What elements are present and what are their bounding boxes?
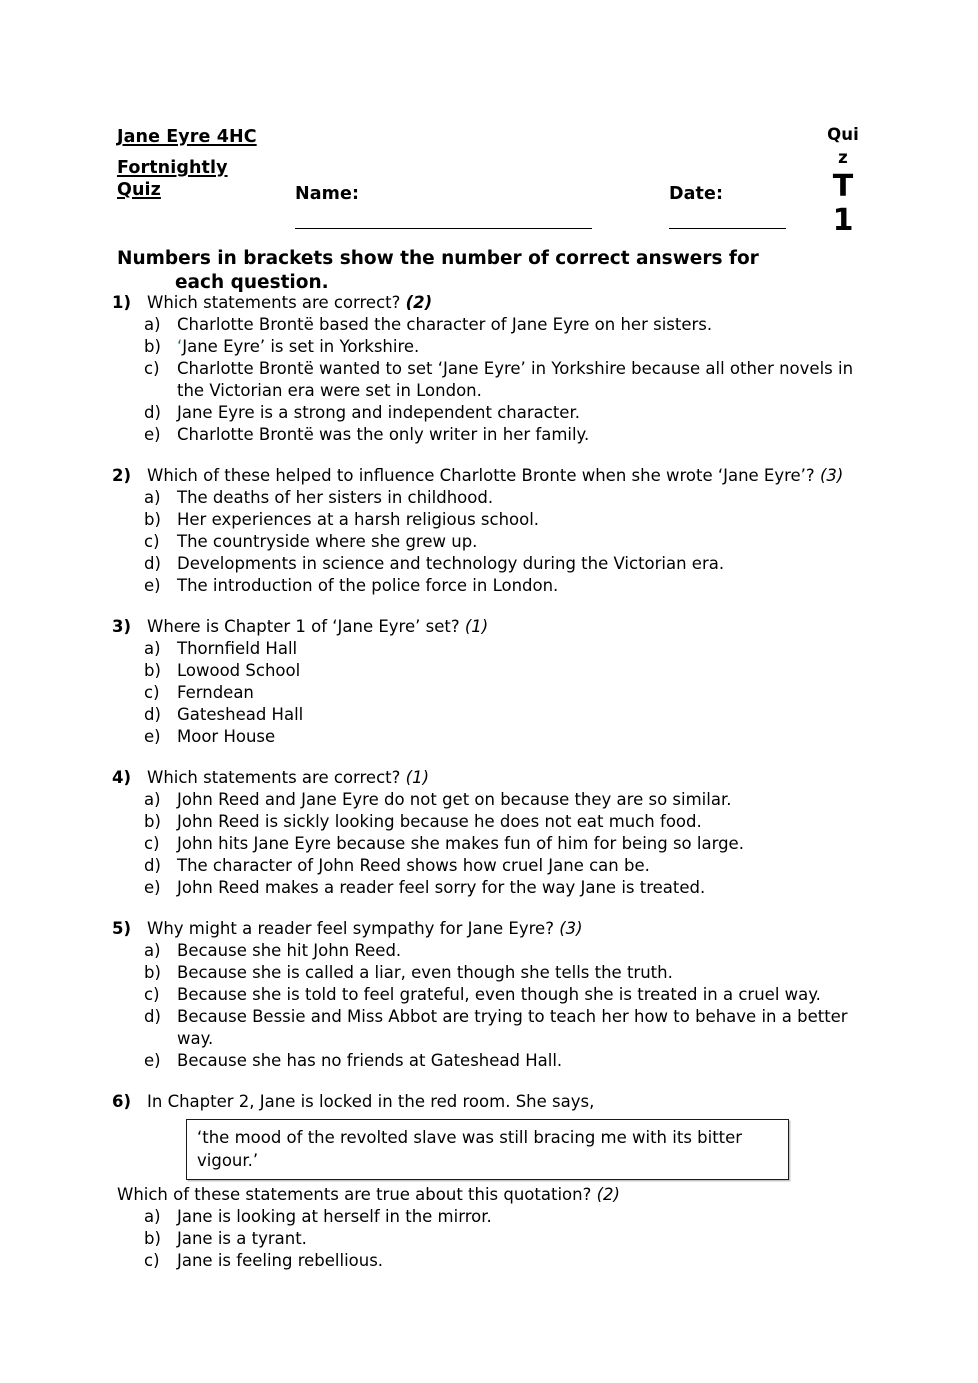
option-list: [0, 314, 978, 446]
answer-count-marker: (2): [405, 293, 433, 312]
green-opening-quote: ‘: [177, 337, 183, 356]
option-row[interactable]: [0, 358, 978, 402]
option-text: Because she is called a liar, even though she tells the truth.: [177, 963, 673, 982]
question-text: In Chapter 2, Jane is locked in the red room. She says,: [147, 1092, 595, 1111]
option-text: Jane Eyre is a strong and independent character.: [177, 403, 580, 422]
option-text: Her experiences at a harsh religious school.: [177, 510, 540, 529]
option-row[interactable]: [0, 638, 978, 660]
option-text: John hits Jane Eyre because she makes fun of him for being so large.: [177, 834, 744, 853]
option-letter: b): [144, 510, 161, 529]
option-text: Moor House: [177, 727, 276, 746]
option-row[interactable]: [0, 575, 978, 597]
instruction-line-2: each question.: [175, 272, 329, 293]
option-letter: b): [144, 812, 161, 831]
option-letter: d): [144, 856, 161, 875]
answer-count-marker: (3): [819, 466, 844, 485]
question-text: Where is Chapter 1 of ‘Jane Eyre’ set?: [147, 617, 465, 636]
option-list: [0, 789, 978, 899]
option-row[interactable]: [0, 336, 978, 358]
question-block: [0, 1091, 978, 1272]
option-list: [0, 940, 978, 1072]
date-label: Date:: [669, 184, 724, 204]
question-block: [0, 465, 978, 597]
document-title-line-1-text: Jane Eyre 4HC: [117, 127, 257, 147]
option-list: [0, 487, 978, 597]
option-text: Because she hit John Reed.: [177, 941, 402, 960]
answer-count-marker: (1): [464, 617, 489, 636]
question-block: [0, 292, 978, 446]
option-text: Thornfield Hall: [177, 639, 298, 658]
option-row[interactable]: [0, 811, 978, 833]
option-row[interactable]: [0, 1050, 978, 1072]
question-text: Which statements are correct?: [147, 293, 406, 312]
option-letter: a): [144, 1207, 161, 1226]
sub-question-label: Which of these statements are true about this quotation?: [117, 1185, 597, 1204]
option-text: John Reed and Jane Eyre do not get on because they are so similar.: [177, 790, 732, 809]
option-list: [0, 1206, 978, 1272]
instruction-heading: [117, 247, 817, 295]
option-row[interactable]: [0, 553, 978, 575]
option-letter: c): [144, 359, 160, 378]
option-letter: a): [144, 488, 161, 507]
option-row[interactable]: [0, 833, 978, 855]
question-number: 3): [112, 617, 132, 636]
question-stem: [0, 292, 978, 314]
question-block: [0, 918, 978, 1072]
option-row[interactable]: [0, 962, 978, 984]
option-letter: e): [144, 878, 161, 897]
question-text: Why might a reader feel sympathy for Jane Eyre?: [147, 919, 560, 938]
answer-count-marker: (1): [405, 768, 430, 787]
instruction-line-1: Numbers in brackets show the number of correct answers for: [117, 248, 759, 269]
option-letter: c): [144, 683, 160, 702]
question-text: Which of these helped to influence Charlotte Bronte when she wrote ‘Jane Eyre’?: [147, 466, 820, 485]
option-letter: c): [144, 532, 160, 551]
option-row[interactable]: [0, 855, 978, 877]
option-text: Jane is looking at herself in the mirror.: [177, 1207, 492, 1226]
option-text: Because she has no friends at Gateshead Hall.: [177, 1051, 563, 1070]
question-number: 5): [112, 919, 132, 938]
quiz-label-part-2: z: [838, 148, 848, 167]
option-text: Ferndean: [177, 683, 254, 702]
option-text: Charlotte Brontë based the character of Jane Eyre on her sisters.: [177, 315, 713, 334]
option-letter: e): [144, 727, 161, 746]
question-number: 1): [112, 293, 132, 312]
question-stem: [0, 918, 978, 940]
option-letter: d): [144, 705, 161, 724]
option-row[interactable]: [0, 531, 978, 553]
sub-question-answer-count-marker: (2): [596, 1185, 620, 1204]
option-text: Gateshead Hall: [177, 705, 304, 724]
document-title-line-1: [117, 126, 377, 148]
option-text: John Reed is sickly looking because he does not eat much food.: [177, 812, 702, 831]
option-text: John Reed makes a reader feel sorry for the way Jane is treated.: [177, 878, 706, 897]
question-stem: [0, 465, 978, 487]
date-write-in-line[interactable]: [669, 228, 786, 229]
option-text: Because she is told to feel grateful, even though she is treated in a cruel way.: [177, 985, 821, 1004]
option-row[interactable]: [0, 940, 978, 962]
quiz-letter-code: T: [832, 169, 854, 204]
quiz-identifier-block: [808, 124, 878, 238]
option-text: The countryside where she grew up.: [177, 532, 478, 551]
option-text: ‘Jane Eyre’ is set in Yorkshire.: [177, 337, 420, 356]
document-header: [0, 0, 978, 245]
option-letter: a): [144, 315, 161, 334]
option-letter: c): [144, 834, 160, 853]
question-block: [0, 767, 978, 899]
option-text: The character of John Reed shows how cruel Jane can be.: [177, 856, 650, 875]
option-row[interactable]: [0, 704, 978, 726]
document-title-line-2-text: Fortnightly: [117, 158, 228, 178]
option-letter: b): [144, 337, 161, 356]
option-letter: e): [144, 1051, 161, 1070]
name-write-in-line[interactable]: [295, 228, 592, 229]
option-row[interactable]: [0, 1206, 978, 1228]
question-stem: [0, 1091, 978, 1113]
option-letter: b): [144, 963, 161, 982]
option-row[interactable]: [0, 509, 978, 531]
option-letter: b): [144, 1229, 161, 1248]
questions-list: [0, 292, 978, 1291]
document-title-line-3-text: Quiz: [117, 180, 161, 200]
option-letter: c): [144, 985, 160, 1004]
option-text: Charlotte Brontë wanted to set ‘Jane Eyre’ in Yorkshire because all other novels in the Victorian era were set in London.: [177, 359, 854, 400]
document-title-line-2: [117, 157, 377, 179]
question-text: Which statements are correct?: [147, 768, 406, 787]
quiz-number-code: 1: [832, 203, 854, 238]
option-letter: a): [144, 790, 161, 809]
option-row[interactable]: [0, 402, 978, 424]
option-text: Lowood School: [177, 661, 301, 680]
option-row[interactable]: [0, 424, 978, 446]
option-text: Charlotte Brontë was the only writer in her family.: [177, 425, 590, 444]
option-text: Because Bessie and Miss Abbot are trying to teach her how to behave in a better way.: [177, 1007, 848, 1048]
option-row[interactable]: [0, 1006, 978, 1050]
sub-question-text: [0, 1184, 978, 1206]
option-letter: c): [144, 1251, 160, 1270]
option-row[interactable]: [0, 789, 978, 811]
option-row[interactable]: [0, 877, 978, 899]
quiz-label-part-1: Qui: [827, 125, 859, 144]
name-field-group: [295, 184, 595, 204]
option-text: The deaths of her sisters in childhood.: [177, 488, 494, 507]
option-letter: d): [144, 403, 161, 422]
quotation-box: ‘the mood of the revolted slave was still bracing me with its bitter vigour.’: [186, 1119, 789, 1180]
option-row[interactable]: [0, 1228, 978, 1250]
option-row[interactable]: [0, 1250, 978, 1272]
option-row[interactable]: [0, 984, 978, 1006]
question-number: 4): [112, 768, 132, 787]
option-letter: d): [144, 554, 161, 573]
name-label: Name:: [295, 184, 360, 204]
option-row[interactable]: [0, 314, 978, 336]
option-letter: d): [144, 1007, 161, 1026]
question-block: [0, 616, 978, 748]
option-letter: e): [144, 425, 161, 444]
option-letter: a): [144, 639, 161, 658]
question-number: 2): [112, 466, 132, 485]
option-text: The introduction of the police force in London.: [177, 576, 559, 595]
answer-count-marker: (3): [559, 919, 583, 938]
option-row[interactable]: [0, 487, 978, 509]
option-letter: e): [144, 576, 161, 595]
question-number: 6): [112, 1092, 132, 1111]
question-stem: [0, 616, 978, 638]
option-list: [0, 638, 978, 748]
option-text: Jane is a tyrant.: [177, 1229, 307, 1248]
option-text: Jane is feeling rebellious.: [177, 1251, 384, 1270]
question-stem: [0, 767, 978, 789]
option-text: Developments in science and technology during the Victorian era.: [177, 554, 725, 573]
option-row[interactable]: [0, 726, 978, 748]
option-letter: b): [144, 661, 161, 680]
option-row[interactable]: [0, 660, 978, 682]
option-letter: a): [144, 941, 161, 960]
option-row[interactable]: [0, 682, 978, 704]
